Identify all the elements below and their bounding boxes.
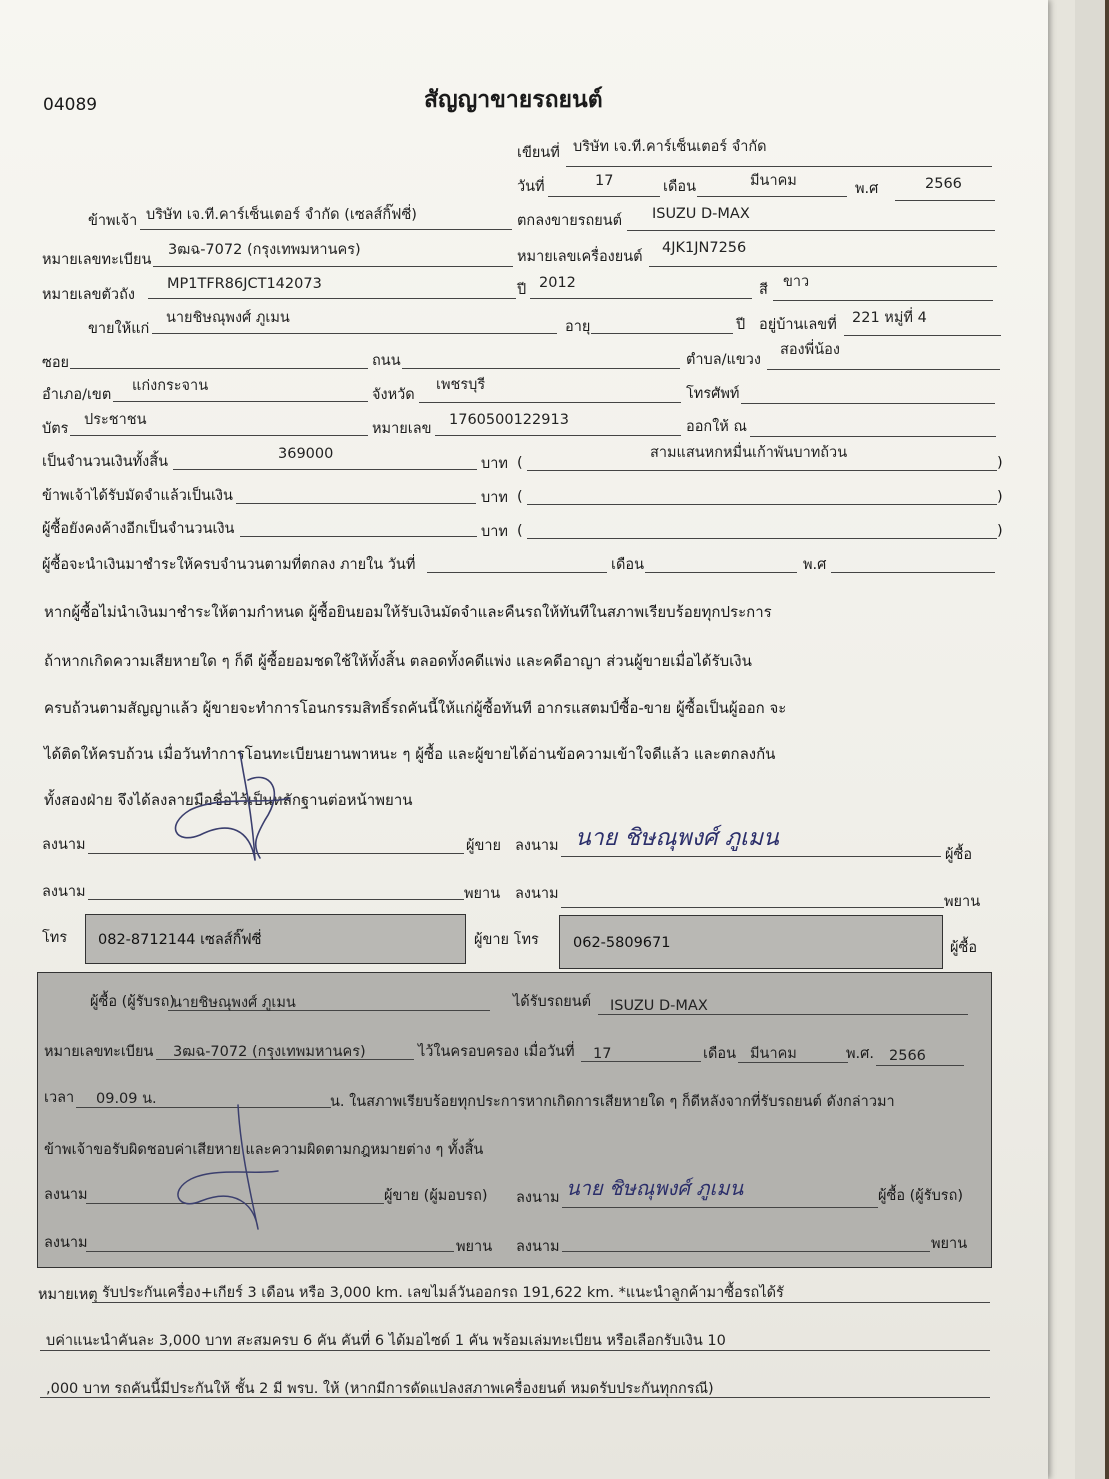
receipt-witness-line-2	[562, 1251, 930, 1252]
field-line	[153, 266, 513, 267]
receipt-buyer-line	[562, 1207, 878, 1208]
notes-line-1	[92, 1302, 990, 1303]
issued-at-label: ออกให้ ณ	[686, 419, 747, 435]
engine-label: หมายเลขเครื่องยนต์	[517, 249, 643, 265]
receipt-witness-sign-label-1: ลงนาม	[44, 1235, 88, 1251]
witness-line-1	[88, 899, 464, 900]
remaining-label: ผู้ซื้อยังคงค้างอีกเป็นจำนวนเงิน	[42, 521, 235, 537]
buyer-sign-line	[561, 856, 941, 857]
receipt-seller-signature	[166, 1103, 286, 1233]
witness-sign-label-2: ลงนาม	[515, 886, 559, 902]
witness-sign-label-1: ลงนาม	[42, 884, 86, 900]
district-label: อำเภอ/เขต	[42, 387, 112, 403]
receipt-month-label: เดือน	[703, 1046, 736, 1062]
receipt-witness-role-2: พยาน	[931, 1236, 968, 1252]
total-label: เป็นจำนวนเงินทั้งสิ้น	[42, 454, 169, 470]
seller-phone-suffix: ผู้ขาย โทร	[474, 932, 539, 948]
card-no-value: 1760500122913	[449, 412, 569, 428]
paren-open-1: (	[517, 455, 523, 471]
chassis-label: หมายเลขตัวถัง	[42, 287, 135, 303]
plate-value: 3ฒฉ-7072 (กรุงเทพมหานคร)	[168, 242, 361, 258]
field-line	[773, 300, 993, 301]
sold-to-label: ขายให้แก่	[88, 321, 150, 337]
due-label: ผู้ซื้อจะนำเงินมาชำระให้ครบจำนวนตามที่ตกลง ภายใน วันที่	[42, 557, 416, 573]
receipt-received-label: ได้รับรถยนต์	[513, 994, 592, 1010]
field-line	[750, 436, 996, 437]
field-line	[113, 401, 368, 402]
field-line	[844, 335, 1001, 336]
seller-phone-value: 082-8712144 เซลส์กิ๊ฟซี่	[98, 932, 262, 948]
year-value: 2566	[925, 176, 962, 192]
paren-open-2: (	[517, 489, 523, 505]
field-line	[152, 333, 557, 334]
terms-line-1: หากผู้ซื้อไม่นำเงินมาชำระให้ตามกำหนด ผู้ซื้อยินยอมให้รับเงินมัดจำและคืนรถให้ทันทีในสภาพเรียบร้อยทุกประการ	[44, 603, 772, 621]
vehicle-receipt-box	[37, 972, 992, 1268]
seller-label: ข้าพเจ้า	[88, 213, 138, 229]
field-line	[876, 1065, 964, 1066]
car-model-value: ISUZU D-MAX	[652, 206, 750, 222]
receipt-plate-label: หมายเลขทะเบียน	[44, 1044, 154, 1060]
field-line	[148, 298, 516, 299]
field-line	[645, 572, 797, 573]
address-label: อยู่บ้านเลขที่	[759, 317, 837, 333]
field-line	[591, 333, 733, 334]
buyer-role-label: ผู้ซื้อ	[945, 847, 973, 863]
field-line	[831, 572, 995, 573]
terms-line-3: ครบถ้วนตามสัญญาแล้ว ผู้ขายจะทำการโอนกรรมสิทธิ์รถคันนี้ให้แก่ผู้ซื้อทันที อากรแสตมป์ซื้อ-ขาย ผู้ซื้อเป็นผู้ออก จะ	[44, 699, 787, 717]
receipt-possession-label: ไว้ในครอบครอง เมื่อวันที่	[418, 1044, 575, 1060]
field-line	[895, 200, 995, 201]
notes-label: หมายเหตุ	[38, 1287, 98, 1303]
province-label: จังหวัด	[372, 387, 415, 403]
year-label: พ.ศ	[855, 181, 879, 197]
notes-text-2: บค่าแนะนำคันละ 3,000 บาท สะสมครบ 6 คัน คันที่ 6 ได้มอไซด์ 1 คัน พร้อมเล่มทะเบียน หรือเลือกรับเงิน 10	[46, 1333, 726, 1349]
buyer-phone-value: 062-5809671	[573, 935, 671, 951]
field-line	[70, 368, 368, 369]
receipt-condition-text: น. ในสภาพเรียบร้อยทุกประการหากเกิดการเสียหายใด ๆ ก็ดีหลังจากที่รับรถยนต์ ดังกล่าวมา	[330, 1094, 895, 1110]
receipt-received-value: ISUZU D-MAX	[610, 998, 708, 1014]
buyer-phone-suffix: ผู้ซื้อ	[950, 940, 978, 956]
receipt-month-value: มีนาคม	[750, 1046, 797, 1062]
field-line	[566, 166, 992, 167]
receipt-time-label: เวลา	[44, 1090, 75, 1106]
field-line	[419, 402, 681, 403]
field-line	[649, 266, 997, 267]
model-year-label: ปี	[517, 282, 527, 298]
seller-sign-label: ลงนาม	[42, 837, 86, 853]
field-line	[435, 435, 681, 436]
receipt-year-label: พ.ศ.	[846, 1046, 874, 1062]
field-line	[548, 196, 660, 197]
witness-role-label-2: พยาน	[944, 894, 981, 910]
witness-role-label-1: พยาน	[464, 886, 501, 902]
receipt-witness-line-1	[86, 1251, 454, 1252]
total-value: 369000	[278, 446, 334, 462]
field-line	[236, 503, 476, 504]
receipt-date-value: 17	[593, 1046, 612, 1062]
receipt-buyer-value: นายชิษณุพงศ์ ภูเมน	[172, 995, 296, 1011]
color-label: สี	[759, 282, 768, 298]
total-words: สามแสนหกหมื่นเก้าพันบาทถ้วน	[650, 445, 848, 461]
field-line	[627, 230, 995, 231]
buyer-sign-label: ลงนาม	[515, 838, 559, 854]
seller-phone-box	[85, 914, 466, 964]
document-number: 04089	[43, 95, 98, 115]
seller-value: บริษัท เจ.ที.คาร์เซ็นเตอร์ จำกัด (เซลส์กิ๊ฟซี่)	[146, 207, 417, 223]
phone-label: โทรศัพท์	[686, 386, 740, 402]
baht-label-1: บาท	[481, 456, 508, 472]
card-label: บัตร	[42, 421, 69, 437]
seller-signature	[160, 750, 300, 870]
field-line	[70, 435, 368, 436]
receipt-year-value: 2566	[889, 1048, 926, 1064]
witness-line-2	[561, 907, 944, 908]
field-line	[530, 298, 752, 299]
field-line	[741, 403, 995, 404]
engine-value: 4JK1JN7256	[662, 240, 747, 256]
receipt-witness-role-1: พยาน	[456, 1239, 493, 1255]
field-line	[240, 536, 477, 537]
years-label: ปี	[736, 317, 746, 333]
field-line	[767, 369, 1000, 370]
receipt-witness-sign-label-2: ลงนาม	[516, 1239, 560, 1255]
baht-label-2: บาท	[481, 490, 508, 506]
subdistrict-value: สองพี่น้อง	[780, 342, 840, 358]
district-value: แก่งกระจาน	[132, 378, 209, 394]
field-line	[527, 538, 997, 539]
field-line	[140, 229, 512, 230]
receipt-liability-text: ข้าพเจ้าขอรับผิดชอบค่าเสียหาย และความผิดตามกฎหมายต่าง ๆ ทั้งสิ้น	[44, 1142, 484, 1158]
field-line	[527, 470, 997, 471]
province-value: เพชรบุรี	[436, 377, 486, 393]
road-label: ถนน	[372, 353, 401, 369]
seller-phone-label: โทร	[42, 930, 68, 946]
written-at-value: บริษัท เจ.ที.คาร์เซ็นเตอร์ จำกัด	[573, 139, 767, 155]
written-at-label: เขียนที่	[517, 145, 560, 161]
receipt-buyer-role: ผู้ซื้อ (ผู้รับรถ)	[878, 1188, 964, 1204]
age-label: อายุ	[565, 319, 591, 335]
receipt-buyer-sign-label: ลงนาม	[516, 1190, 560, 1206]
baht-label-3: บาท	[481, 524, 508, 540]
paren-close-3: )	[997, 523, 1003, 539]
date-value: 17	[595, 173, 614, 189]
deposit-label: ข้าพเจ้าได้รับมัดจำแล้วเป็นเงิน	[42, 488, 233, 504]
terms-line-4: ได้ติดให้ครบถ้วน เมื่อวันทำการโอนทะเบียนยานพาหนะ ๆ ผู้ซื้อ และผู้ขายได้อ่านข้อความเข้าใจดีแล้ว และตกลงกัน	[44, 745, 776, 763]
notes-line-2	[40, 1350, 990, 1351]
month-value: มีนาคม	[750, 173, 797, 189]
card-no-label: หมายเลข	[372, 421, 432, 437]
terms-line-2: ถ้าหากเกิดความเสียหายใด ๆ ก็ดี ผู้ซื้อยอมชดใช้ให้ทั้งสิ้น ตลอดทั้งคดีแพ่ง และคดีอาญา ส่วนผู้ขายเมื่อได้รับเงิน	[44, 652, 752, 670]
notes-text-3: ,000 บาท รถคันนี้มีประกันให้ ชั้น 2 มี พรบ. ให้ (หากมีการดัดแปลงสภาพเครื่องยนต์ หมดรับประกันทุกกรณี)	[46, 1381, 714, 1397]
buyer-phone-box	[559, 915, 943, 969]
agree-sell-label: ตกลงขายรถยนต์	[517, 213, 623, 229]
seller-role-label: ผู้ขาย	[466, 838, 502, 854]
receipt-plate-value: 3ฒฉ-7072 (กรุงเทพมหานคร)	[173, 1044, 366, 1060]
plate-label: หมายเลขทะเบียน	[42, 252, 152, 268]
chassis-value: MP1TFR86JCT142073	[167, 276, 322, 292]
receipt-seller-sign-label: ลงนาม	[44, 1187, 88, 1203]
notes-text-1: รับประกันเครื่อง+เกียร์ 3 เดือน หรือ 3,000 km. เลขไมล์วันออกรถ 191,622 km. *แนะนำลูกค้ามาซื้อรถได้รั	[102, 1285, 784, 1301]
field-line	[527, 504, 997, 505]
color-value: ขาว	[783, 274, 810, 290]
receipt-buyer-signature: นาย ชิษณุพงศ์ ภูเมน	[566, 1176, 744, 1200]
receipt-seller-role: ผู้ขาย (ผู้มอบรถ)	[384, 1188, 488, 1204]
field-line	[697, 196, 847, 197]
sold-to-value: นายชิษณุพงศ์ ภูเมน	[166, 310, 290, 326]
date-label: วันที่	[517, 179, 545, 195]
due-year-label: พ.ศ	[803, 557, 827, 573]
month-label: เดือน	[663, 179, 696, 195]
buyer-signature: นาย ชิษณุพงศ์ ภูเมน	[575, 825, 779, 851]
paren-close-1: )	[997, 455, 1003, 471]
field-line	[173, 469, 477, 470]
card-value: ประชาชน	[84, 412, 147, 428]
document-title: สัญญาขายรถยนต์	[424, 87, 603, 113]
soi-label: ซอย	[42, 355, 70, 371]
model-year-value: 2012	[539, 275, 576, 291]
terms-line-5: ทั้งสองฝ่าย จึงได้ลงลายมือชื่อไว้เป็นหลักฐานต่อหน้าพยาน	[44, 791, 413, 809]
field-line	[402, 368, 680, 369]
receipt-buyer-label: ผู้ซื้อ (ผู้รับรถ)	[90, 994, 176, 1010]
receipt-time-value: 09.09 น.	[96, 1091, 157, 1107]
field-line	[427, 572, 607, 573]
due-month-label: เดือน	[611, 557, 644, 573]
address-value: 221 หมู่ที่ 4	[852, 310, 927, 326]
subdistrict-label: ตำบล/แขวง	[686, 352, 762, 368]
paren-close-2: )	[997, 489, 1003, 505]
paren-open-3: (	[517, 523, 523, 539]
